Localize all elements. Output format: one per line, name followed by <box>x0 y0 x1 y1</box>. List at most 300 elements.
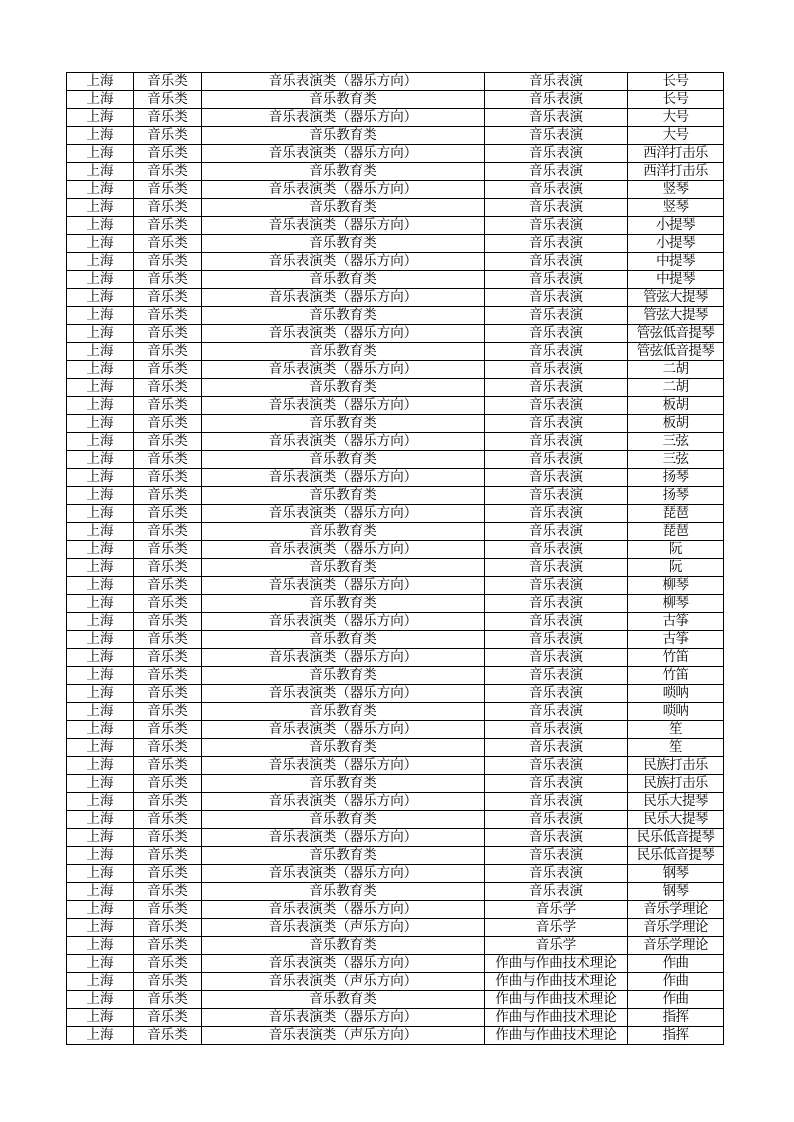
category-cell: 音乐类 <box>134 667 202 685</box>
region-cell: 上海 <box>67 937 134 955</box>
region-cell: 上海 <box>67 559 134 577</box>
category-cell: 音乐类 <box>134 559 202 577</box>
category-cell: 音乐类 <box>134 433 202 451</box>
table-row <box>67 865 724 883</box>
major-cell: 音乐表演 <box>485 235 628 253</box>
major-cell: 音乐表演 <box>485 865 628 883</box>
major-cell: 音乐表演 <box>485 685 628 703</box>
category-cell: 音乐类 <box>134 199 202 217</box>
major-cell: 音乐表演 <box>485 325 628 343</box>
region-cell: 上海 <box>67 253 134 271</box>
exam-type-cell: 音乐教育类 <box>202 307 485 325</box>
region-cell: 上海 <box>67 991 134 1009</box>
table-row <box>67 343 724 361</box>
data-table <box>66 72 724 1045</box>
instrument-cell: 大号 <box>628 127 724 145</box>
major-cell: 音乐表演 <box>485 127 628 145</box>
major-cell: 音乐表演 <box>485 253 628 271</box>
instrument-cell: 扬琴 <box>628 469 724 487</box>
major-cell: 音乐表演 <box>485 343 628 361</box>
exam-type-cell: 音乐教育类 <box>202 937 485 955</box>
exam-type-cell: 音乐表演类（器乐方向） <box>202 793 485 811</box>
table-row <box>67 685 724 703</box>
table-row <box>67 73 724 91</box>
table-row <box>67 901 724 919</box>
instrument-cell: 竹笛 <box>628 649 724 667</box>
major-cell: 音乐表演 <box>485 847 628 865</box>
table-row <box>67 127 724 145</box>
region-cell: 上海 <box>67 199 134 217</box>
exam-type-cell: 音乐表演类（器乐方向） <box>202 181 485 199</box>
table-row <box>67 973 724 991</box>
instrument-cell: 中提琴 <box>628 253 724 271</box>
region-cell: 上海 <box>67 181 134 199</box>
instrument-cell: 民乐大提琴 <box>628 793 724 811</box>
category-cell: 音乐类 <box>134 937 202 955</box>
region-cell: 上海 <box>67 919 134 937</box>
table-row <box>67 1027 724 1045</box>
category-cell: 音乐类 <box>134 757 202 775</box>
category-cell: 音乐类 <box>134 379 202 397</box>
instrument-cell: 琵琶 <box>628 523 724 541</box>
region-cell: 上海 <box>67 739 134 757</box>
instrument-cell: 长号 <box>628 73 724 91</box>
exam-type-cell: 音乐教育类 <box>202 703 485 721</box>
table-row <box>67 613 724 631</box>
category-cell: 音乐类 <box>134 901 202 919</box>
exam-type-cell: 音乐教育类 <box>202 523 485 541</box>
category-cell: 音乐类 <box>134 523 202 541</box>
category-cell: 音乐类 <box>134 307 202 325</box>
exam-type-cell: 音乐教育类 <box>202 163 485 181</box>
instrument-cell: 竖琴 <box>628 199 724 217</box>
region-cell: 上海 <box>67 217 134 235</box>
category-cell: 音乐类 <box>134 127 202 145</box>
instrument-cell: 板胡 <box>628 397 724 415</box>
instrument-cell: 管弦低音提琴 <box>628 325 724 343</box>
instrument-cell: 笙 <box>628 721 724 739</box>
region-cell: 上海 <box>67 613 134 631</box>
table-row <box>67 109 724 127</box>
category-cell: 音乐类 <box>134 703 202 721</box>
exam-type-cell: 音乐表演类（器乐方向） <box>202 1009 485 1027</box>
region-cell: 上海 <box>67 1009 134 1027</box>
major-cell: 音乐表演 <box>485 523 628 541</box>
instrument-cell: 柳琴 <box>628 577 724 595</box>
exam-type-cell: 音乐表演类（器乐方向） <box>202 541 485 559</box>
region-cell: 上海 <box>67 451 134 469</box>
instrument-cell: 三弦 <box>628 433 724 451</box>
category-cell: 音乐类 <box>134 109 202 127</box>
exam-type-cell: 音乐表演类（器乐方向） <box>202 433 485 451</box>
category-cell: 音乐类 <box>134 91 202 109</box>
region-cell: 上海 <box>67 127 134 145</box>
instrument-cell: 钢琴 <box>628 865 724 883</box>
category-cell: 音乐类 <box>134 505 202 523</box>
major-cell: 音乐表演 <box>485 307 628 325</box>
instrument-cell: 中提琴 <box>628 271 724 289</box>
table-row <box>67 721 724 739</box>
exam-type-cell: 音乐教育类 <box>202 595 485 613</box>
category-cell: 音乐类 <box>134 1027 202 1045</box>
exam-type-cell: 音乐表演类（器乐方向） <box>202 397 485 415</box>
instrument-cell: 音乐学理论 <box>628 901 724 919</box>
region-cell: 上海 <box>67 523 134 541</box>
major-cell: 音乐表演 <box>485 595 628 613</box>
table-row <box>67 739 724 757</box>
exam-type-cell: 音乐表演类（器乐方向） <box>202 865 485 883</box>
table-body <box>67 73 724 1045</box>
instrument-cell: 民乐大提琴 <box>628 811 724 829</box>
exam-type-cell: 音乐教育类 <box>202 775 485 793</box>
region-cell: 上海 <box>67 145 134 163</box>
major-cell: 作曲与作曲技术理论 <box>485 1009 628 1027</box>
table-row <box>67 163 724 181</box>
table-row <box>67 217 724 235</box>
category-cell: 音乐类 <box>134 739 202 757</box>
table-row <box>67 631 724 649</box>
exam-type-cell: 音乐教育类 <box>202 343 485 361</box>
table-row <box>67 181 724 199</box>
instrument-cell: 小提琴 <box>628 217 724 235</box>
region-cell: 上海 <box>67 775 134 793</box>
instrument-cell: 二胡 <box>628 361 724 379</box>
exam-type-cell: 音乐表演类（器乐方向） <box>202 505 485 523</box>
table-row <box>67 577 724 595</box>
category-cell: 音乐类 <box>134 775 202 793</box>
major-cell: 音乐表演 <box>485 541 628 559</box>
major-cell: 音乐表演 <box>485 181 628 199</box>
instrument-cell: 唢呐 <box>628 703 724 721</box>
category-cell: 音乐类 <box>134 865 202 883</box>
table-row <box>67 379 724 397</box>
exam-type-cell: 音乐教育类 <box>202 271 485 289</box>
region-cell: 上海 <box>67 631 134 649</box>
category-cell: 音乐类 <box>134 595 202 613</box>
category-cell: 音乐类 <box>134 631 202 649</box>
table-row <box>67 775 724 793</box>
exam-type-cell: 音乐教育类 <box>202 379 485 397</box>
instrument-cell: 板胡 <box>628 415 724 433</box>
table-row <box>67 829 724 847</box>
exam-type-cell: 音乐表演类（器乐方向） <box>202 757 485 775</box>
major-cell: 音乐表演 <box>485 829 628 847</box>
exam-type-cell: 音乐教育类 <box>202 127 485 145</box>
table-row <box>67 271 724 289</box>
table-row <box>67 757 724 775</box>
category-cell: 音乐类 <box>134 685 202 703</box>
major-cell: 作曲与作曲技术理论 <box>485 1027 628 1045</box>
major-cell: 音乐表演 <box>485 703 628 721</box>
table-row <box>67 505 724 523</box>
instrument-cell: 大号 <box>628 109 724 127</box>
category-cell: 音乐类 <box>134 415 202 433</box>
exam-type-cell: 音乐教育类 <box>202 199 485 217</box>
major-cell: 音乐表演 <box>485 163 628 181</box>
table-row <box>67 793 724 811</box>
major-cell: 音乐表演 <box>485 649 628 667</box>
exam-type-cell: 音乐表演类（声乐方向） <box>202 973 485 991</box>
exam-type-cell: 音乐表演类（器乐方向） <box>202 955 485 973</box>
category-cell: 音乐类 <box>134 1009 202 1027</box>
table-row <box>67 703 724 721</box>
instrument-cell: 西洋打击乐 <box>628 163 724 181</box>
region-cell: 上海 <box>67 325 134 343</box>
exam-type-cell: 音乐表演类（器乐方向） <box>202 577 485 595</box>
region-cell: 上海 <box>67 109 134 127</box>
major-cell: 音乐表演 <box>485 757 628 775</box>
category-cell: 音乐类 <box>134 721 202 739</box>
region-cell: 上海 <box>67 307 134 325</box>
exam-type-cell: 音乐表演类（器乐方向） <box>202 613 485 631</box>
major-cell: 音乐表演 <box>485 505 628 523</box>
region-cell: 上海 <box>67 829 134 847</box>
major-cell: 音乐表演 <box>485 217 628 235</box>
instrument-cell: 管弦大提琴 <box>628 289 724 307</box>
major-cell: 音乐表演 <box>485 289 628 307</box>
category-cell: 音乐类 <box>134 235 202 253</box>
instrument-cell: 琵琶 <box>628 505 724 523</box>
exam-type-cell: 音乐表演类（器乐方向） <box>202 289 485 307</box>
region-cell: 上海 <box>67 289 134 307</box>
instrument-cell: 西洋打击乐 <box>628 145 724 163</box>
exam-type-cell: 音乐教育类 <box>202 739 485 757</box>
table-row <box>67 1009 724 1027</box>
major-cell: 音乐表演 <box>485 109 628 127</box>
major-cell: 音乐学 <box>485 919 628 937</box>
category-cell: 音乐类 <box>134 469 202 487</box>
region-cell: 上海 <box>67 361 134 379</box>
major-cell: 音乐表演 <box>485 145 628 163</box>
instrument-cell: 阮 <box>628 541 724 559</box>
region-cell: 上海 <box>67 685 134 703</box>
exam-type-cell: 音乐表演类（器乐方向） <box>202 325 485 343</box>
category-cell: 音乐类 <box>134 811 202 829</box>
exam-type-cell: 音乐教育类 <box>202 991 485 1009</box>
region-cell: 上海 <box>67 73 134 91</box>
exam-type-cell: 音乐教育类 <box>202 811 485 829</box>
exam-type-cell: 音乐教育类 <box>202 559 485 577</box>
category-cell: 音乐类 <box>134 919 202 937</box>
category-cell: 音乐类 <box>134 955 202 973</box>
table-row <box>67 451 724 469</box>
exam-type-cell: 音乐表演类（器乐方向） <box>202 361 485 379</box>
table-row <box>67 289 724 307</box>
major-cell: 音乐表演 <box>485 379 628 397</box>
major-cell: 音乐表演 <box>485 469 628 487</box>
exam-type-cell: 音乐教育类 <box>202 235 485 253</box>
region-cell: 上海 <box>67 865 134 883</box>
major-cell: 音乐学 <box>485 901 628 919</box>
major-cell: 音乐表演 <box>485 199 628 217</box>
region-cell: 上海 <box>67 271 134 289</box>
instrument-cell: 二胡 <box>628 379 724 397</box>
instrument-cell: 指挥 <box>628 1009 724 1027</box>
region-cell: 上海 <box>67 541 134 559</box>
table-row <box>67 469 724 487</box>
category-cell: 音乐类 <box>134 991 202 1009</box>
major-cell: 音乐表演 <box>485 739 628 757</box>
major-cell: 音乐表演 <box>485 667 628 685</box>
major-cell: 音乐表演 <box>485 883 628 901</box>
instrument-cell: 竹笛 <box>628 667 724 685</box>
major-cell: 音乐表演 <box>485 487 628 505</box>
instrument-cell: 扬琴 <box>628 487 724 505</box>
exam-type-cell: 音乐教育类 <box>202 487 485 505</box>
table-row <box>67 397 724 415</box>
table-row <box>67 523 724 541</box>
major-cell: 音乐表演 <box>485 631 628 649</box>
region-cell: 上海 <box>67 1027 134 1045</box>
category-cell: 音乐类 <box>134 343 202 361</box>
instrument-cell: 民乐低音提琴 <box>628 829 724 847</box>
table-row <box>67 559 724 577</box>
table-row <box>67 595 724 613</box>
region-cell: 上海 <box>67 397 134 415</box>
instrument-cell: 三弦 <box>628 451 724 469</box>
table-row <box>67 811 724 829</box>
category-cell: 音乐类 <box>134 397 202 415</box>
region-cell: 上海 <box>67 847 134 865</box>
exam-type-cell: 音乐表演类（器乐方向） <box>202 685 485 703</box>
instrument-cell: 唢呐 <box>628 685 724 703</box>
region-cell: 上海 <box>67 703 134 721</box>
region-cell: 上海 <box>67 955 134 973</box>
major-cell: 音乐表演 <box>485 415 628 433</box>
instrument-cell: 古筝 <box>628 631 724 649</box>
instrument-cell: 长号 <box>628 91 724 109</box>
table-row <box>67 991 724 1009</box>
major-cell: 音乐表演 <box>485 811 628 829</box>
major-cell: 作曲与作曲技术理论 <box>485 955 628 973</box>
region-cell: 上海 <box>67 811 134 829</box>
table-row <box>67 325 724 343</box>
major-cell: 音乐表演 <box>485 397 628 415</box>
major-cell: 音乐表演 <box>485 91 628 109</box>
instrument-cell: 竖琴 <box>628 181 724 199</box>
instrument-cell: 管弦大提琴 <box>628 307 724 325</box>
major-cell: 音乐表演 <box>485 361 628 379</box>
region-cell: 上海 <box>67 595 134 613</box>
category-cell: 音乐类 <box>134 649 202 667</box>
region-cell: 上海 <box>67 433 134 451</box>
category-cell: 音乐类 <box>134 541 202 559</box>
region-cell: 上海 <box>67 973 134 991</box>
exam-type-cell: 音乐表演类（器乐方向） <box>202 109 485 127</box>
category-cell: 音乐类 <box>134 271 202 289</box>
category-cell: 音乐类 <box>134 577 202 595</box>
region-cell: 上海 <box>67 235 134 253</box>
region-cell: 上海 <box>67 91 134 109</box>
table-row <box>67 199 724 217</box>
major-cell: 音乐表演 <box>485 793 628 811</box>
category-cell: 音乐类 <box>134 289 202 307</box>
region-cell: 上海 <box>67 793 134 811</box>
category-cell: 音乐类 <box>134 451 202 469</box>
table-row <box>67 253 724 271</box>
major-cell: 音乐表演 <box>485 73 628 91</box>
table-row <box>67 937 724 955</box>
region-cell: 上海 <box>67 721 134 739</box>
category-cell: 音乐类 <box>134 829 202 847</box>
exam-type-cell: 音乐表演类（器乐方向） <box>202 721 485 739</box>
exam-type-cell: 音乐表演类（声乐方向） <box>202 919 485 937</box>
table-row <box>67 433 724 451</box>
major-cell: 作曲与作曲技术理论 <box>485 973 628 991</box>
region-cell: 上海 <box>67 901 134 919</box>
table-row <box>67 91 724 109</box>
table-row <box>67 919 724 937</box>
category-cell: 音乐类 <box>134 973 202 991</box>
major-cell: 音乐表演 <box>485 577 628 595</box>
instrument-cell: 钢琴 <box>628 883 724 901</box>
instrument-cell: 民乐低音提琴 <box>628 847 724 865</box>
major-cell: 音乐表演 <box>485 559 628 577</box>
exam-type-cell: 音乐表演类（器乐方向） <box>202 253 485 271</box>
region-cell: 上海 <box>67 469 134 487</box>
exam-type-cell: 音乐表演类（器乐方向） <box>202 469 485 487</box>
category-cell: 音乐类 <box>134 613 202 631</box>
instrument-cell: 指挥 <box>628 1027 724 1045</box>
instrument-cell: 音乐学理论 <box>628 919 724 937</box>
exam-type-cell: 音乐表演类（器乐方向） <box>202 145 485 163</box>
instrument-cell: 作曲 <box>628 991 724 1009</box>
table-row <box>67 415 724 433</box>
region-cell: 上海 <box>67 343 134 361</box>
major-cell: 音乐表演 <box>485 271 628 289</box>
region-cell: 上海 <box>67 379 134 397</box>
category-cell: 音乐类 <box>134 883 202 901</box>
exam-type-cell: 音乐教育类 <box>202 415 485 433</box>
major-cell: 作曲与作曲技术理论 <box>485 991 628 1009</box>
instrument-cell: 小提琴 <box>628 235 724 253</box>
table-row <box>67 955 724 973</box>
table-row <box>67 235 724 253</box>
instrument-cell: 古筝 <box>628 613 724 631</box>
major-cell: 音乐表演 <box>485 721 628 739</box>
table-row <box>67 487 724 505</box>
major-cell: 音乐学 <box>485 937 628 955</box>
exam-type-cell: 音乐表演类（器乐方向） <box>202 217 485 235</box>
instrument-cell: 柳琴 <box>628 595 724 613</box>
category-cell: 音乐类 <box>134 253 202 271</box>
category-cell: 音乐类 <box>134 181 202 199</box>
exam-type-cell: 音乐教育类 <box>202 667 485 685</box>
category-cell: 音乐类 <box>134 163 202 181</box>
instrument-cell: 管弦低音提琴 <box>628 343 724 361</box>
exam-type-cell: 音乐表演类（器乐方向） <box>202 829 485 847</box>
category-cell: 音乐类 <box>134 73 202 91</box>
exam-type-cell: 音乐教育类 <box>202 847 485 865</box>
instrument-cell: 民族打击乐 <box>628 757 724 775</box>
exam-type-cell: 音乐表演类（器乐方向） <box>202 73 485 91</box>
instrument-cell: 作曲 <box>628 973 724 991</box>
table-row <box>67 307 724 325</box>
instrument-cell: 阮 <box>628 559 724 577</box>
table-row <box>67 541 724 559</box>
instrument-cell: 作曲 <box>628 955 724 973</box>
table-row <box>67 847 724 865</box>
category-cell: 音乐类 <box>134 217 202 235</box>
category-cell: 音乐类 <box>134 145 202 163</box>
major-cell: 音乐表演 <box>485 433 628 451</box>
region-cell: 上海 <box>67 505 134 523</box>
category-cell: 音乐类 <box>134 793 202 811</box>
region-cell: 上海 <box>67 163 134 181</box>
exam-type-cell: 音乐教育类 <box>202 883 485 901</box>
category-cell: 音乐类 <box>134 487 202 505</box>
region-cell: 上海 <box>67 649 134 667</box>
